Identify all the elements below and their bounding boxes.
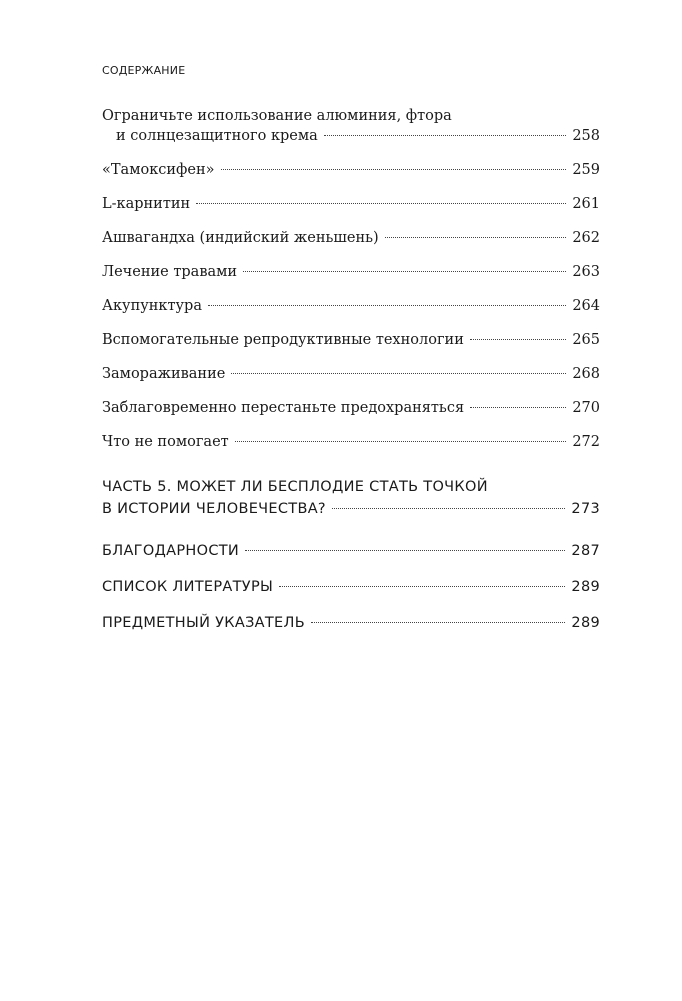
dot-leader <box>221 169 566 170</box>
toc-entry-title: Вспомогательные репродуктивные технологии <box>102 332 464 348</box>
toc-entry-page: 268 <box>572 366 600 382</box>
toc-entry[interactable] <box>102 330 600 350</box>
toc-entry-page: 261 <box>572 196 600 212</box>
toc-entry-title: Замораживание <box>102 366 226 382</box>
toc-part-title-line2: В ИСТОРИИ ЧЕЛОВЕЧЕСТВА? <box>102 501 326 517</box>
toc-part-title-line1: ЧАСТЬ 5. МОЖЕТ ЛИ БЕСПЛОДИЕ СТАТЬ ТОЧКОЙ <box>102 479 488 495</box>
toc-entry-page: 264 <box>572 298 600 314</box>
toc-entry-page: 272 <box>572 434 600 450</box>
dot-leader <box>332 508 566 509</box>
running-head: СОДЕРЖАНИЕ <box>102 64 186 77</box>
dot-leader <box>279 586 565 587</box>
toc-entry-title: Акупунктура <box>102 298 202 314</box>
toc-entry-page: 262 <box>572 230 600 246</box>
toc-part-page: 273 <box>571 501 600 517</box>
toc-back-matter-page: 289 <box>571 579 600 595</box>
toc-back-matter-entry[interactable] <box>102 612 600 634</box>
dot-leader <box>196 203 566 204</box>
toc-entry-page: 258 <box>572 128 600 144</box>
toc-entry[interactable] <box>102 106 600 146</box>
table-of-contents <box>102 106 600 648</box>
toc-part-entry[interactable] <box>102 476 600 520</box>
toc-entry-title: Ашвагандха (индийский женьшень) <box>102 230 379 246</box>
toc-back-matter-page: 287 <box>571 543 600 559</box>
toc-entry[interactable] <box>102 296 600 316</box>
dot-leader <box>208 305 566 306</box>
toc-back-matter-title: БЛАГОДАРНОСТИ <box>102 543 240 559</box>
dot-leader <box>245 550 565 551</box>
dot-leader <box>311 622 565 623</box>
dot-leader <box>470 339 566 340</box>
toc-entry-title: L-карнитин <box>102 196 191 212</box>
toc-entry-title: Что не помогает <box>102 434 229 450</box>
toc-entry-title: Лечение травами <box>102 264 238 280</box>
toc-entry[interactable] <box>102 432 600 452</box>
toc-entry[interactable] <box>102 262 600 282</box>
toc-entry-title: «Тамоксифен» <box>102 162 215 178</box>
dot-leader <box>235 441 566 442</box>
toc-entry-page: 263 <box>572 264 600 280</box>
toc-entry[interactable] <box>102 194 600 214</box>
toc-entry-title-line2: и солнцезащитного крема <box>116 128 318 144</box>
toc-back-matter-title: ПРЕДМЕТНЫЙ УКАЗАТЕЛЬ <box>102 615 305 631</box>
toc-back-matter-entry[interactable] <box>102 576 600 598</box>
toc-back-matter-page: 289 <box>571 615 600 631</box>
toc-entry-page: 270 <box>572 400 600 416</box>
toc-entry[interactable] <box>102 398 600 418</box>
dot-leader <box>243 271 566 272</box>
toc-entry-page: 265 <box>572 332 600 348</box>
toc-entry-title-line1: Ограничьте использование алюминия, фтора <box>102 108 452 124</box>
toc-entry[interactable] <box>102 160 600 180</box>
toc-entry-title: Заблаговременно перестаньте предохраняться <box>102 400 465 416</box>
toc-entry-page: 259 <box>572 162 600 178</box>
toc-back-matter-entry[interactable] <box>102 540 600 562</box>
dot-leader <box>231 373 566 374</box>
toc-entry[interactable] <box>102 228 600 248</box>
toc-entry[interactable] <box>102 364 600 384</box>
dot-leader <box>470 407 566 408</box>
dot-leader <box>385 237 566 238</box>
toc-back-matter-title: СПИСОК ЛИТЕРАТУРЫ <box>102 579 274 595</box>
dot-leader <box>324 135 566 136</box>
